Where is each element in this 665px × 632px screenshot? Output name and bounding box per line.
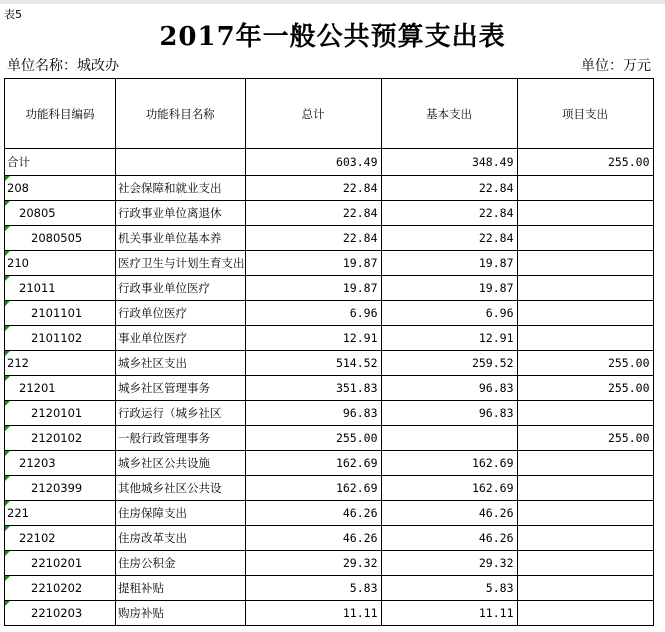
sheet-tag: 表5 <box>4 8 22 21</box>
header-total[interactable]: 总计 <box>245 79 381 149</box>
project-cell[interactable]: 255.00 <box>517 351 653 376</box>
header-code[interactable]: 功能科目编码 <box>5 79 116 149</box>
total-cell[interactable]: 19.87 <box>245 276 381 301</box>
table-row <box>5 576 654 601</box>
project-cell[interactable]: 255.00 <box>517 376 653 401</box>
code-cell[interactable]: 21011 <box>5 276 116 301</box>
code-cell[interactable]: 212 <box>5 351 116 376</box>
name-cell[interactable]: 一般行政管理事务 <box>116 426 246 451</box>
basic-cell[interactable]: 19.87 <box>381 276 517 301</box>
basic-cell[interactable]: 46.26 <box>381 501 517 526</box>
table-row <box>5 226 654 251</box>
project-cell[interactable] <box>517 326 653 351</box>
code-cell[interactable]: 221 <box>5 501 116 526</box>
project-cell[interactable] <box>517 251 653 276</box>
total-project-cell[interactable]: 255.00 <box>517 149 653 176</box>
code-cell[interactable]: 21203 <box>5 451 116 476</box>
name-cell[interactable]: 行政事业单位离退休 <box>116 201 246 226</box>
basic-cell[interactable]: 5.83 <box>381 576 517 601</box>
code-cell[interactable]: 2120101 <box>5 401 116 426</box>
total-cell[interactable]: 29.32 <box>245 551 381 576</box>
project-cell[interactable] <box>517 576 653 601</box>
total-row <box>5 149 654 176</box>
code-cell[interactable]: 2120102 <box>5 426 116 451</box>
code-cell[interactable]: 2080505 <box>5 226 116 251</box>
project-cell[interactable] <box>517 226 653 251</box>
name-cell[interactable]: 行政单位医疗 <box>116 301 246 326</box>
header-basic[interactable]: 基本支出 <box>381 79 517 149</box>
name-cell[interactable]: 城乡社区公共设施 <box>116 451 246 476</box>
basic-cell[interactable]: 11.11 <box>381 601 517 626</box>
total-cell[interactable]: 255.00 <box>245 426 381 451</box>
basic-cell[interactable]: 162.69 <box>381 476 517 501</box>
total-cell[interactable]: 11.11 <box>245 601 381 626</box>
total-cell[interactable]: 6.96 <box>245 301 381 326</box>
unit-label: 单位：万元 <box>581 58 651 74</box>
project-cell[interactable] <box>517 451 653 476</box>
total-cell[interactable]: 162.69 <box>245 451 381 476</box>
sheet-top-strip <box>0 0 665 4</box>
code-cell[interactable]: 2210203 <box>5 601 116 626</box>
total-cell[interactable]: 22.84 <box>245 226 381 251</box>
budget-table <box>4 78 654 626</box>
total-total-cell[interactable]: 603.49 <box>245 149 381 176</box>
table-row <box>5 601 654 626</box>
total-code-cell[interactable]: 合计 <box>5 149 116 176</box>
name-cell[interactable]: 医疗卫生与计划生育支出 <box>116 251 246 276</box>
total-basic-cell[interactable]: 348.49 <box>381 149 517 176</box>
table-row <box>5 476 654 501</box>
table-row <box>5 301 654 326</box>
table-row <box>5 276 654 301</box>
code-cell[interactable]: 20805 <box>5 201 116 226</box>
project-cell[interactable] <box>517 201 653 226</box>
name-cell[interactable]: 其他城乡社区公共设 <box>116 476 246 501</box>
name-cell[interactable]: 住房保障支出 <box>116 501 246 526</box>
table-row <box>5 551 654 576</box>
table-row <box>5 251 654 276</box>
total-cell[interactable]: 22.84 <box>245 176 381 201</box>
total-cell[interactable]: 514.52 <box>245 351 381 376</box>
basic-cell[interactable]: 22.84 <box>381 226 517 251</box>
header-project[interactable]: 项目支出 <box>517 79 653 149</box>
total-cell[interactable]: 19.87 <box>245 251 381 276</box>
header-name[interactable]: 功能科目名称 <box>116 79 246 149</box>
name-cell[interactable]: 购房补贴 <box>116 601 246 626</box>
total-cell[interactable]: 351.83 <box>245 376 381 401</box>
name-cell[interactable]: 住房改革支出 <box>116 526 246 551</box>
project-cell[interactable] <box>517 551 653 576</box>
name-cell[interactable]: 城乡社区支出 <box>116 351 246 376</box>
total-cell[interactable]: 46.26 <box>245 501 381 526</box>
name-cell[interactable]: 行政事业单位医疗 <box>116 276 246 301</box>
unit-name-label: 单位名称：城改办 <box>7 58 119 74</box>
code-cell[interactable]: 21201 <box>5 376 116 401</box>
name-cell[interactable]: 住房公积金 <box>116 551 246 576</box>
total-cell[interactable]: 96.83 <box>245 401 381 426</box>
table-row <box>5 526 654 551</box>
project-cell[interactable] <box>517 526 653 551</box>
table-row <box>5 376 654 401</box>
basic-cell[interactable]: 22.84 <box>381 201 517 226</box>
basic-cell[interactable]: 29.32 <box>381 551 517 576</box>
total-cell[interactable]: 22.84 <box>245 201 381 226</box>
basic-cell[interactable]: 19.87 <box>381 251 517 276</box>
table-row <box>5 451 654 476</box>
name-cell[interactable]: 机关事业单位基本养 <box>116 226 246 251</box>
table-row <box>5 501 654 526</box>
code-cell[interactable]: 2120399 <box>5 476 116 501</box>
basic-cell[interactable]: 12.91 <box>381 326 517 351</box>
project-cell[interactable] <box>517 401 653 426</box>
name-cell[interactable]: 事业单位医疗 <box>116 326 246 351</box>
code-cell[interactable]: 22102 <box>5 526 116 551</box>
basic-cell[interactable]: 259.52 <box>381 351 517 376</box>
table-row <box>5 426 654 451</box>
project-cell[interactable] <box>517 176 653 201</box>
header-row <box>5 79 654 149</box>
project-cell[interactable] <box>517 476 653 501</box>
name-cell[interactable]: 行政运行（城乡社区 <box>116 401 246 426</box>
project-cell[interactable] <box>517 276 653 301</box>
total-cell[interactable]: 5.83 <box>245 576 381 601</box>
project-cell[interactable] <box>517 601 653 626</box>
page-title: 2017年一般公共预算支出表 <box>159 22 506 52</box>
project-cell[interactable] <box>517 501 653 526</box>
total-cell[interactable]: 46.26 <box>245 526 381 551</box>
project-cell[interactable] <box>517 301 653 326</box>
basic-cell[interactable]: 96.83 <box>381 376 517 401</box>
code-cell[interactable]: 2210201 <box>5 551 116 576</box>
basic-cell[interactable]: 6.96 <box>381 301 517 326</box>
total-name-cell[interactable] <box>116 149 246 176</box>
project-cell[interactable]: 255.00 <box>517 426 653 451</box>
basic-cell[interactable]: 22.84 <box>381 176 517 201</box>
total-cell[interactable]: 12.91 <box>245 326 381 351</box>
basic-cell[interactable]: 46.26 <box>381 526 517 551</box>
table-row <box>5 401 654 426</box>
code-cell[interactable]: 2101102 <box>5 326 116 351</box>
basic-cell[interactable]: 96.83 <box>381 401 517 426</box>
code-cell[interactable]: 210 <box>5 251 116 276</box>
table-row <box>5 176 654 201</box>
name-cell[interactable]: 城乡社区管理事务 <box>116 376 246 401</box>
name-cell[interactable]: 社会保障和就业支出 <box>116 176 246 201</box>
name-cell[interactable]: 提租补贴 <box>116 576 246 601</box>
table-row <box>5 201 654 226</box>
total-cell[interactable]: 162.69 <box>245 476 381 501</box>
code-cell[interactable]: 2210202 <box>5 576 116 601</box>
code-cell[interactable]: 208 <box>5 176 116 201</box>
table-row <box>5 351 654 376</box>
basic-cell[interactable]: 162.69 <box>381 451 517 476</box>
table-row <box>5 326 654 351</box>
basic-cell[interactable] <box>381 426 517 451</box>
code-cell[interactable]: 2101101 <box>5 301 116 326</box>
